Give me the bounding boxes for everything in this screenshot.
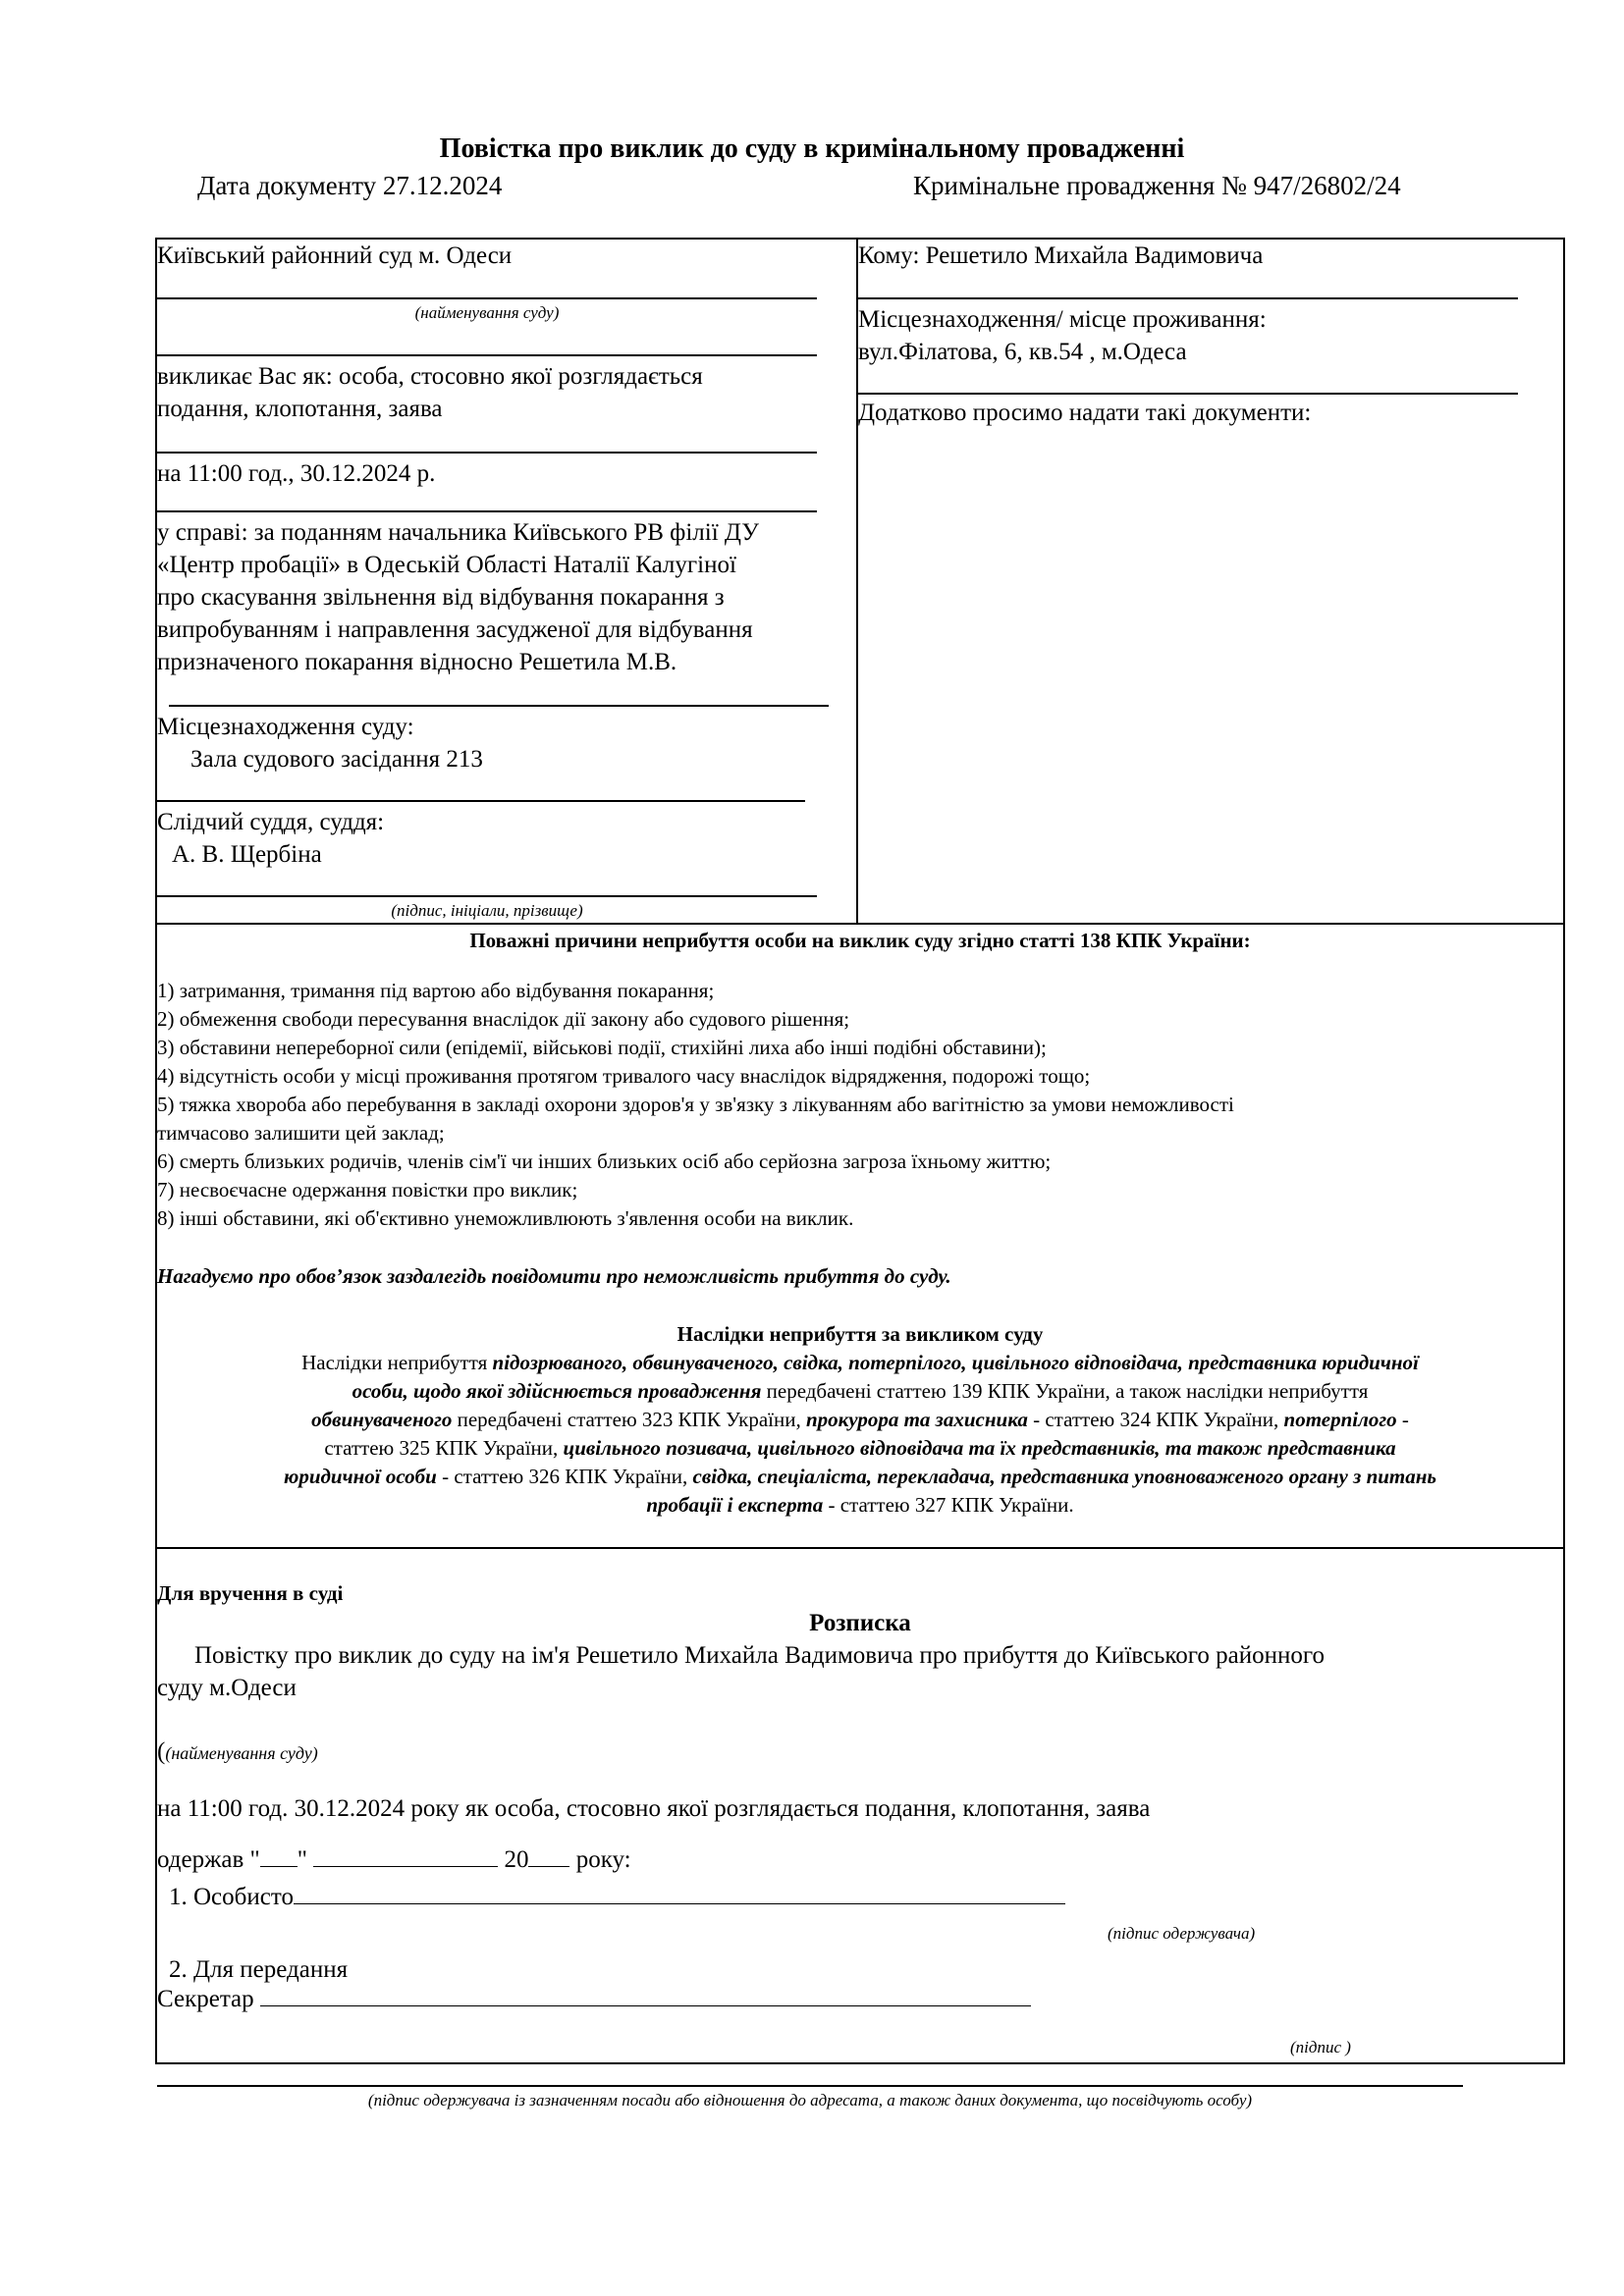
case-number: Кримінальне провадження № 947/26802/24 bbox=[913, 171, 1401, 200]
consequences-emphasis: обвинуваченого bbox=[311, 1408, 453, 1431]
signature-line bbox=[157, 895, 817, 897]
case-description-line: про скасування звільнення від відбування покарання з bbox=[157, 584, 725, 611]
recipient: Кому: Решетило Михайла Вадимовича bbox=[858, 242, 1264, 269]
consequences-line bbox=[157, 1406, 1563, 1434]
divider bbox=[157, 354, 817, 356]
consequences-emphasis: потерпілого bbox=[1283, 1408, 1397, 1431]
secretary-signature-field[interactable] bbox=[260, 1984, 1031, 2006]
secretary-label: Секретар bbox=[157, 1986, 260, 2012]
reasons-heading: Поважні причини неприбуття особи на виклик суду згідно статті 138 КПК України: bbox=[469, 929, 1251, 952]
document-title: Повістка про виклик до суду в кримінальному провадженні bbox=[439, 133, 1185, 164]
secretary-signature-caption: (підпис ) bbox=[1290, 2038, 1351, 2056]
consequences-text: - статтею 324 КПК України, bbox=[1027, 1408, 1284, 1431]
summon-role-line2: подання, клопотання, заява bbox=[157, 396, 443, 422]
month-field[interactable] bbox=[313, 1844, 498, 1867]
divider bbox=[858, 297, 1518, 299]
judge-name: А. В. Щербіна bbox=[172, 841, 322, 868]
consequences-text: передбачені статтею 323 КПК України, bbox=[452, 1408, 806, 1431]
receipt-text-line1: Повістку про виклик до суду на ім'я Решетило Михайла Вадимовича про прибуття до Київського районного bbox=[194, 1642, 1326, 1669]
consequences-emphasis: особи, щодо якої здійснюється провадження bbox=[352, 1379, 762, 1403]
document-date: Дата документу 27.12.2024 bbox=[197, 171, 503, 200]
personally-line bbox=[169, 1881, 1065, 1913]
consequences-emphasis: пробації і експерта bbox=[646, 1493, 824, 1517]
case-description-line: призначеного покарання відносно Решетила М.В. bbox=[157, 649, 677, 675]
received-text: " bbox=[297, 1846, 314, 1873]
reason-item: 5) тяжка хвороба або перебування в закладі охорони здоров'я у зв'язку з лікуванням або вагітністю за умови неможливості bbox=[157, 1093, 1234, 1116]
personally-signature-field[interactable] bbox=[294, 1882, 1065, 1904]
consequences-text: Наслідки неприбуття bbox=[301, 1351, 493, 1374]
reason-item: 2) обмеження свободи пересування внаслідок дії закону або судового рішення; bbox=[157, 1007, 850, 1031]
reason-item: 3) обставини непереборної сили (епідемії, військові події, стихійні лиха або інші подібні обставини); bbox=[157, 1036, 1047, 1059]
consequences-line bbox=[157, 1377, 1563, 1406]
documents-label: Додатково просимо надати такі документи: bbox=[858, 400, 1312, 426]
case-description-line: «Центр пробації» в Одеській Області Наталії Калугіної bbox=[157, 552, 736, 578]
consequences-emphasis: юридичної особи bbox=[283, 1465, 437, 1488]
reason-item: 7) несвоєчасне одержання повістки про виклик; bbox=[157, 1178, 578, 1201]
divider bbox=[157, 297, 817, 299]
consequences-text: - статтею 327 КПК України. bbox=[823, 1493, 1074, 1517]
divider bbox=[157, 452, 817, 454]
consequences-line bbox=[157, 1349, 1563, 1377]
consequences-emphasis: цивільного позивача, цивільного відповідача та їх представників, та також представника bbox=[563, 1436, 1396, 1460]
reason-item: 4) відсутність особи у місці проживання протягом тривалого часу внаслідок відрядження, подорожі тощо; bbox=[157, 1064, 1091, 1088]
received-text: року: bbox=[569, 1846, 631, 1873]
consequences-line bbox=[157, 1434, 1563, 1463]
reason-item-continued: тимчасово залишити цей заклад; bbox=[157, 1121, 445, 1145]
consequences-emphasis: прокурора та захисника bbox=[805, 1408, 1028, 1431]
divider bbox=[157, 800, 805, 802]
court-caption: (найменування суду) bbox=[414, 303, 560, 322]
reason-item: 1) затримання, тримання під вартою або відбування покарання; bbox=[157, 979, 715, 1002]
summon-role-line1: викликає Вас як: особа, стосовно якої розглядається bbox=[157, 363, 703, 390]
reminder: Нагадуємо про обов’язок заздалегідь повідомити про неможливість прибуття до суду. bbox=[157, 1264, 951, 1288]
reason-item: 6) смерть близьких родичів, членів сім'ї чи інших близьких осіб або серйозна загроза їхньому життю; bbox=[157, 1149, 1052, 1173]
consequences-line bbox=[157, 1491, 1563, 1520]
address-label: Місцезнаходження/ місце проживання: bbox=[858, 306, 1267, 333]
secretary-line bbox=[157, 1983, 1031, 2015]
received-line bbox=[157, 1843, 631, 1876]
divider bbox=[169, 705, 829, 707]
receipt-court-caption: (найменування суду) bbox=[165, 1743, 318, 1763]
receipt-court-caption-line bbox=[157, 1735, 318, 1770]
final-signature-caption: (підпис одержувача із зазначенням посади або відношення до адресата, а також даних документа, що посвідчують особу) bbox=[367, 2091, 1253, 2109]
case-description-line: у справі: за поданням начальника Київського РВ філії ДУ bbox=[157, 519, 759, 546]
consequences-emphasis: свідка, спеціаліста, перекладача, представника уповноваженого органу з питань bbox=[692, 1465, 1437, 1488]
consequences-emphasis: підозрюваного, обвинуваченого, свідка, потерпілого, цивільного відповідача, представника юридичної bbox=[492, 1351, 1419, 1374]
court-location-value: Зала судового засідання 213 bbox=[190, 746, 483, 773]
consequences-text: статтею 325 КПК України, bbox=[324, 1436, 564, 1460]
transfer-label: 2. Для передання bbox=[169, 1956, 349, 1983]
received-text: 20 bbox=[498, 1846, 529, 1873]
personally-label: 1. Особисто bbox=[169, 1884, 294, 1910]
day-field[interactable] bbox=[260, 1844, 298, 1867]
case-description-line: випробуванням і направлення засудженої для відбування bbox=[157, 616, 753, 643]
signature-caption: (підпис, ініціали, прізвище) bbox=[391, 901, 583, 920]
receipt-heading: Розписка bbox=[809, 1610, 911, 1636]
divider bbox=[858, 393, 1518, 395]
receipt-label: Для вручення в суді bbox=[157, 1581, 344, 1605]
address-value: вул.Філатова, 6, кв.54 , м.Одеса bbox=[858, 339, 1187, 365]
divider bbox=[157, 510, 817, 512]
final-signature-line[interactable] bbox=[157, 2085, 1463, 2087]
consequences-heading: Наслідки неприбуття за викликом суду bbox=[677, 1322, 1044, 1346]
receipt-text-line2: суду м.Одеси bbox=[157, 1675, 297, 1701]
consequences-text: - bbox=[1396, 1408, 1409, 1431]
court-name: Київський районний суд м. Одеси bbox=[157, 242, 513, 269]
hearing-time: на 11:00 год., 30.12.2024 р. bbox=[157, 460, 436, 487]
court-location-label: Місцезнаходження суду: bbox=[157, 714, 414, 740]
paren: ( bbox=[157, 1738, 166, 1765]
receipt-time-line: на 11:00 год. 30.12.2024 року як особа, стосовно якої розглядається подання, клопотання, заява bbox=[157, 1795, 1151, 1822]
recipient-signature-caption: (підпис одержувача) bbox=[1108, 1924, 1256, 1943]
consequences-line bbox=[157, 1463, 1563, 1491]
judge-label: Слідчий суддя, суддя: bbox=[157, 809, 385, 835]
year-field[interactable] bbox=[528, 1844, 569, 1867]
consequences-text: - статтею 326 КПК України, bbox=[436, 1465, 693, 1488]
consequences-text: передбачені статтею 139 КПК України, а також наслідки неприбуття bbox=[761, 1379, 1369, 1403]
received-text: одержав " bbox=[157, 1846, 260, 1873]
reason-item: 8) інші обставини, які об'єктивно унеможливлюють з'явлення особи на виклик. bbox=[157, 1206, 854, 1230]
